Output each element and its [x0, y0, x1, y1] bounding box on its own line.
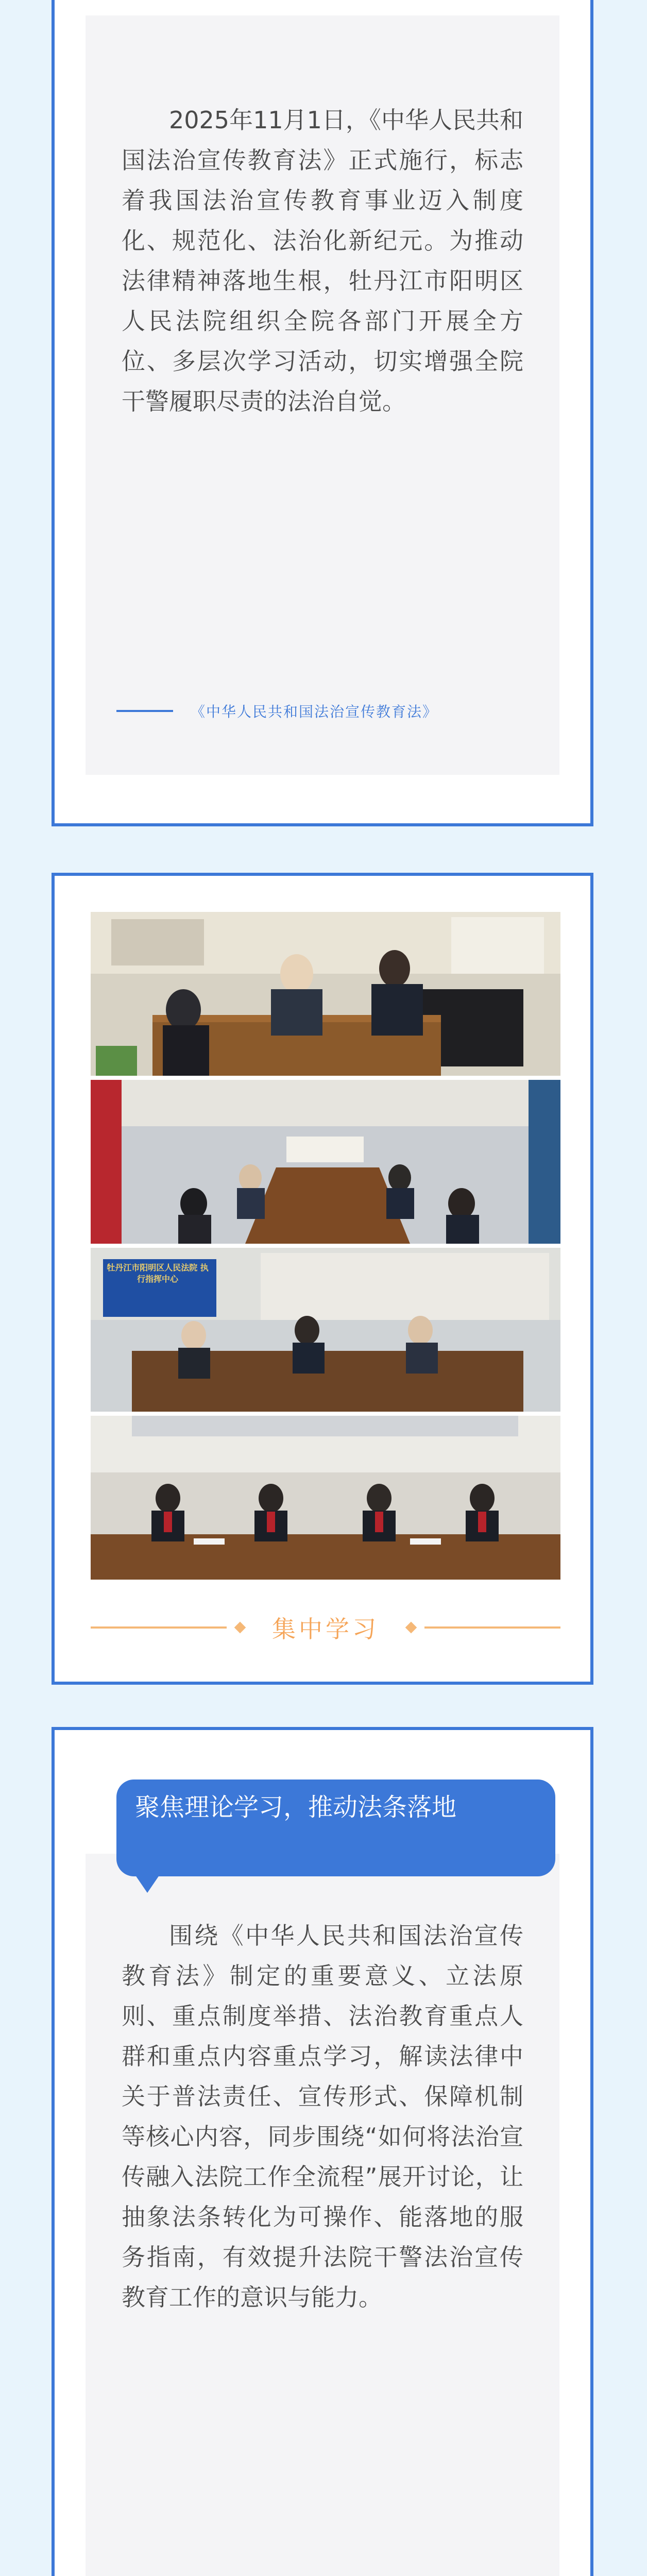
label-dash-left	[91, 1626, 227, 1629]
section-heading: 聚焦理论学习，推动法条落地	[135, 1793, 457, 1822]
meeting-photo-2	[91, 1080, 560, 1244]
section-heading-bubble	[116, 1780, 555, 1876]
quote-line	[116, 710, 173, 712]
intro-card	[52, 0, 593, 826]
meeting-photo-1	[91, 912, 560, 1076]
theory-panel	[86, 1854, 559, 2576]
photo-card	[52, 873, 593, 1685]
intro-panel	[86, 15, 559, 775]
intro-paragraph: 2025年11月1日，《中华人民共和国法治宣传教育法》正式施行，标志着我国法治宣传教育事业迈入制度化、规范化、法治化新纪元。为推动法律精神落地生根，牡丹江市阳明区人民法院组织全院各部门开展全方位、多层次学习活动，切实增强全院干警履职尽责的法治自觉。	[122, 106, 523, 415]
meeting-photo-4	[91, 1416, 560, 1580]
label-text: 集中学习	[272, 1615, 379, 1643]
label-dot-right	[405, 1622, 417, 1634]
theory-paragraph: 围绕《中华人民共和国法治宣传教育法》制定的重要意义、立法原则、重点制度举措、法治教育重点人群和重点内容重点学习，解读法律中关于普法责任、宣传形式、保障机制等核心内容，同步围绕“如何将法治宣传融入法院工作全流程”展开讨论，让抽象法条转化为可操作、能落地的服务指南，有效提升法院干警法治宣传教育工作的意识与能力。	[122, 1922, 523, 2311]
label-dash-right	[424, 1626, 560, 1629]
law-quote	[116, 696, 529, 726]
section-label-focused-study	[91, 1609, 560, 1646]
quote-text: 《中华人民共和国法治宣传教育法》	[191, 703, 438, 720]
bubble-tail	[132, 1870, 163, 1893]
theory-card	[52, 1727, 593, 2576]
photo3-sign-text: 牡丹江市阳明区人民法院 执行指挥中心	[107, 1263, 209, 1284]
label-dot-left	[234, 1622, 246, 1634]
